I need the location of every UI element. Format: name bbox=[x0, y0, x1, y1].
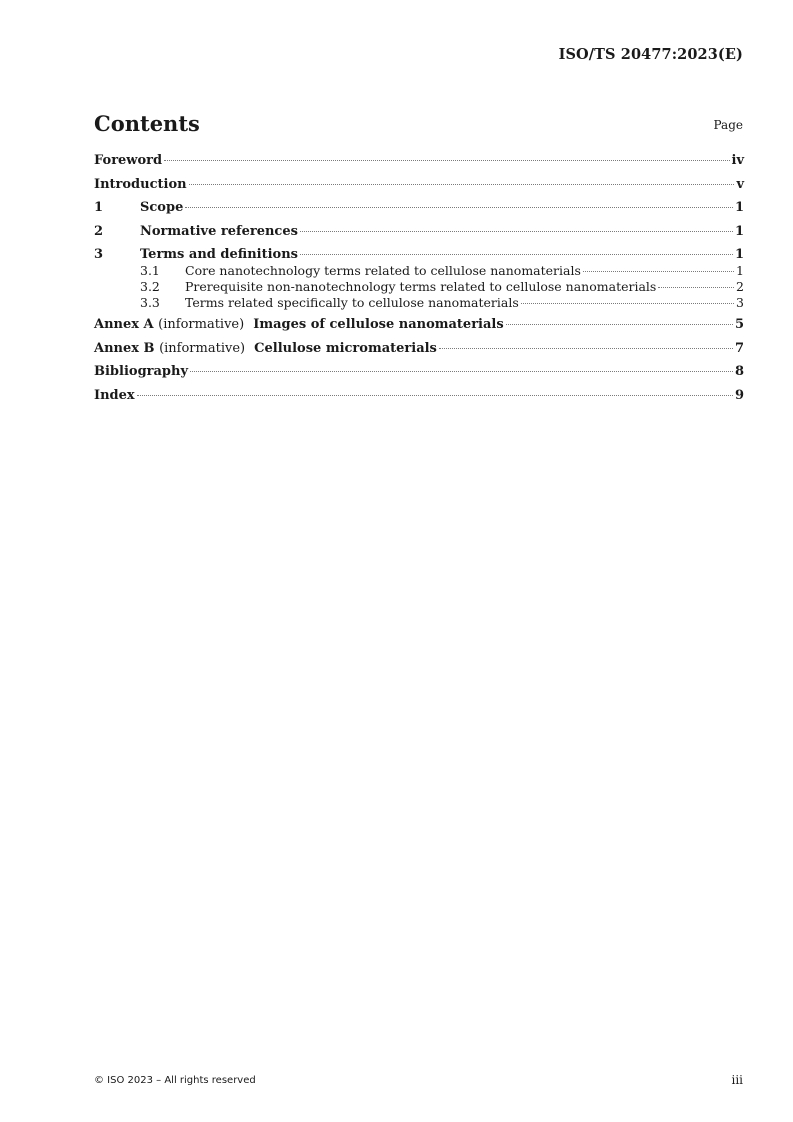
toc-entry-page: 1 bbox=[734, 223, 744, 239]
copyright-notice: © ISO 2023 – All rights reserved bbox=[94, 1075, 256, 1086]
toc-entry-index[interactable] bbox=[94, 388, 744, 412]
toc-entry-title: Core nanotechnology terms related to cellulose nanomaterials bbox=[185, 263, 581, 278]
dot-leader bbox=[583, 271, 734, 272]
toc-entry-title: Cellulose micromaterials bbox=[254, 340, 437, 356]
dot-leader bbox=[506, 324, 733, 325]
toc-entry-title: Terms and definitions bbox=[140, 247, 298, 262]
toc-entry-page: 7 bbox=[734, 340, 744, 356]
toc-entry-title: Terms related specifically to cellulose nanomaterials bbox=[185, 295, 519, 310]
dot-leader bbox=[300, 254, 733, 255]
toc-entry-page: 2 bbox=[736, 279, 744, 294]
annex-label: Annex A bbox=[94, 317, 154, 332]
toc-entry-title: Normative references bbox=[140, 223, 298, 239]
toc-entry-page: 1 bbox=[734, 200, 744, 215]
toc-entry-page: 5 bbox=[734, 317, 744, 332]
toc-entry-introduction[interactable] bbox=[94, 177, 744, 201]
annex-label: Annex B bbox=[94, 340, 155, 356]
toc-subentry-3-1[interactable] bbox=[94, 263, 744, 279]
annex-note: (informative) bbox=[158, 317, 245, 332]
toc-entry-terms-and-definitions[interactable] bbox=[94, 247, 744, 263]
toc-subentry-3-2[interactable] bbox=[94, 279, 744, 295]
dot-leader bbox=[189, 184, 735, 185]
toc-entry-number: 2 bbox=[94, 223, 104, 239]
toc-entry-scope[interactable] bbox=[94, 200, 744, 224]
document-id: ISO/TS 20477:2023(E) bbox=[558, 46, 743, 63]
annex-note: (informative) bbox=[159, 340, 246, 356]
toc-entry-title: Images of cellulose nanomaterials bbox=[253, 317, 504, 332]
toc-entry-foreword[interactable] bbox=[94, 153, 744, 177]
toc-entry-title: Bibliography bbox=[94, 364, 189, 379]
dot-leader bbox=[190, 371, 733, 372]
toc-entry-page: 1 bbox=[736, 263, 744, 278]
toc-entry-number: 3 bbox=[94, 247, 104, 262]
toc-entry-number: 3.2 bbox=[140, 279, 160, 294]
page-number: iii bbox=[731, 1073, 743, 1087]
toc-entry-normative-references[interactable] bbox=[94, 224, 744, 248]
dot-leader bbox=[185, 207, 733, 208]
toc-entry-page: iv bbox=[731, 153, 744, 168]
toc-entry-page: 1 bbox=[734, 247, 744, 262]
toc-entry-page: 3 bbox=[736, 295, 744, 310]
toc-entry-title: Prerequisite non-nanotechnology terms related to cellulose nanomaterials bbox=[185, 279, 657, 294]
toc-entry-title: Index bbox=[94, 387, 135, 403]
dot-leader bbox=[300, 231, 733, 232]
toc-entry-page: 9 bbox=[734, 387, 744, 403]
dot-leader bbox=[521, 303, 734, 304]
toc-entry-title: Foreword bbox=[94, 153, 163, 168]
toc-entry-annex-b[interactable] bbox=[94, 341, 744, 365]
toc-entry-title: Scope bbox=[140, 200, 184, 215]
toc-entry-annex-a[interactable] bbox=[94, 317, 744, 341]
toc-subentry-3-3[interactable] bbox=[94, 295, 744, 317]
toc-entry-number: 1 bbox=[94, 200, 104, 215]
toc-entry-page: 8 bbox=[734, 364, 744, 379]
toc-entry-number: 3.1 bbox=[140, 263, 160, 278]
toc-entry-title: Introduction bbox=[94, 176, 187, 192]
toc-entry-bibliography[interactable] bbox=[94, 364, 744, 388]
table-of-contents bbox=[94, 153, 744, 411]
dot-leader bbox=[658, 287, 734, 288]
toc-entry-page: v bbox=[736, 176, 744, 192]
dot-leader bbox=[137, 395, 733, 396]
dot-leader bbox=[439, 348, 733, 349]
toc-entry-number: 3.3 bbox=[140, 295, 160, 310]
page-column-label: Page bbox=[713, 118, 743, 132]
contents-title: Contents bbox=[94, 111, 200, 136]
dot-leader bbox=[164, 160, 729, 161]
